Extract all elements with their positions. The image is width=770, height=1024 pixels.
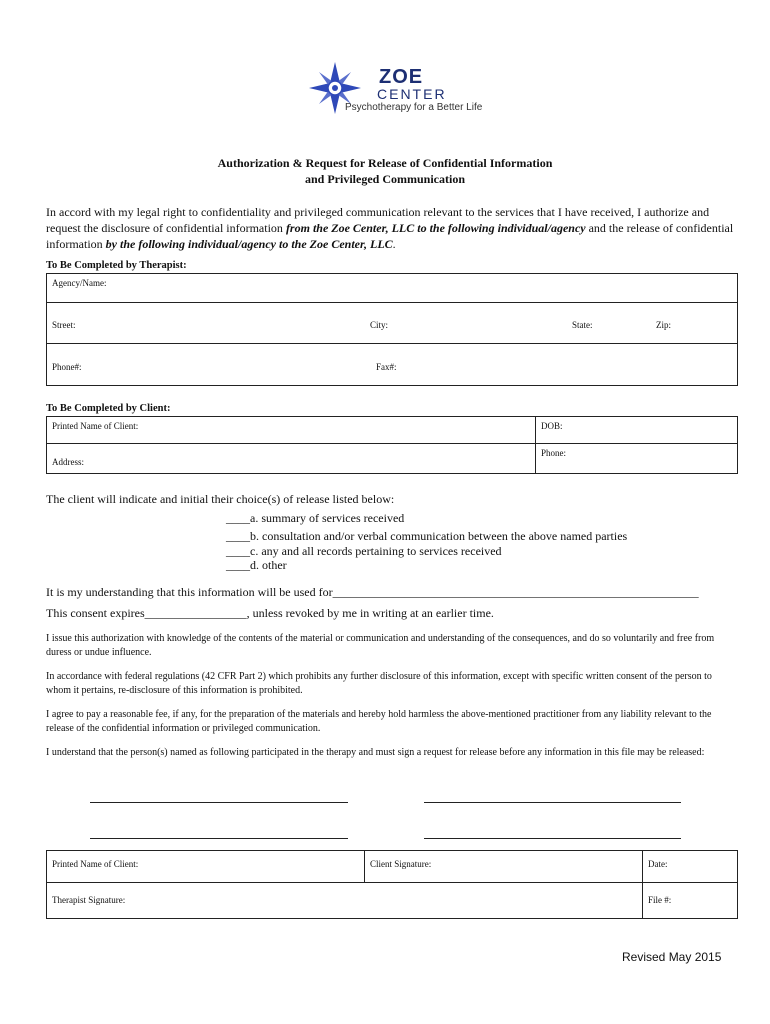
therapist-phone-label: Phone#: (52, 362, 82, 372)
option-c[interactable]: ____c. any and all records pertaining to services received (226, 544, 502, 558)
consent-expires-line[interactable]: This consent expires_________________, unless revoked by me in writing at an earlier time. (46, 606, 494, 620)
participants-paragraph: I understand that the person(s) named as following participated in the therapy and must sign a request for release before any information in this file may be released: (46, 747, 705, 758)
address-row[interactable] (47, 303, 738, 344)
participant-signature-line-4[interactable] (424, 838, 681, 839)
use-line[interactable]: It is my understanding that this information will be used for_____________________________________________________________ (46, 585, 699, 599)
logo-subtitle: CENTER (377, 86, 447, 102)
intro-paragraph (46, 204, 736, 252)
revised-date: Revised May 2015 (622, 950, 722, 964)
option-a[interactable]: ____a. summary of services received (226, 511, 405, 525)
participant-signature-line-1[interactable] (90, 802, 348, 803)
therapist-signature-label: Therapist Signature: (52, 895, 126, 905)
intro-text-2: and the release of confidential information (46, 221, 734, 251)
agency-name-field[interactable] (47, 274, 738, 303)
client-phone-label: Phone: (541, 448, 567, 458)
logo-tagline: Psychotherapy for a Better Life (345, 102, 483, 113)
client-signature-field[interactable] (365, 851, 643, 883)
sig-printed-name-field[interactable] (47, 851, 365, 883)
fee-paragraph: I agree to pay a reasonable fee, if any, for the preparation of the materials and hereby hold harmless the above-mentioned practitioner from any liability relevant to the release of the confidential information or privileged communication. (46, 709, 712, 734)
participant-signature-line-3[interactable] (90, 838, 348, 839)
participant-signature-line-2[interactable] (424, 802, 681, 803)
client-section-heading: To Be Completed by Client: (46, 403, 171, 414)
client-address-label: Address: (52, 457, 84, 467)
file-number-field[interactable] (643, 883, 738, 919)
sig-printed-name-label: Printed Name of Client: (52, 859, 139, 869)
street-label: Street: (52, 320, 76, 330)
title-line-1: Authorization & Request for Release of Confidential Information (217, 156, 553, 170)
client-info-table (46, 416, 738, 474)
client-printed-name-field[interactable] (47, 417, 536, 444)
intro-end: . (392, 237, 396, 251)
signature-table (46, 850, 738, 919)
agency-name-label: Agency/Name: (52, 278, 107, 288)
phone-fax-row[interactable] (47, 344, 738, 386)
logo-name: ZOE (379, 66, 424, 88)
intro-bold-2: by the following individual/agency to the Zoe Center, LLC (105, 237, 393, 251)
title-line-2: and Privileged Communication (304, 172, 465, 186)
state-label: State: (572, 320, 593, 330)
choices-intro: The client will indicate and initial their choice(s) of release listed below: (46, 492, 395, 506)
city-label: City: (370, 320, 389, 330)
client-signature-label: Client Signature: (370, 859, 432, 869)
therapist-section-heading: To Be Completed by Therapist: (46, 260, 187, 271)
option-d[interactable]: ____d. other (226, 558, 287, 572)
file-number-label: File #: (648, 895, 672, 905)
dob-label: DOB: (541, 421, 563, 431)
client-address-field[interactable] (47, 444, 536, 474)
intro-text-1: In accord with my legal right to confidentiality and privileged communication relevant to the services that I have received, I authorize and request the disclosure of confidential information (46, 205, 710, 235)
authorization-paragraph: I issue this authorization with knowledge of the contents of the material or communication and understanding of the consequences, and do so voluntarily and free from duress or undue influence. (46, 633, 715, 658)
date-label: Date: (648, 859, 668, 869)
client-phone-field[interactable] (536, 444, 738, 474)
zip-label: Zip: (656, 320, 671, 330)
date-field[interactable] (643, 851, 738, 883)
dob-field[interactable] (536, 417, 738, 444)
therapist-info-table (46, 273, 738, 386)
zoe-center-logo (305, 60, 483, 120)
federal-regulations-paragraph: In accordance with federal regulations (42 CFR Part 2) which prohibits any further disclosure of this information, except with specific written consent of the person to whom it pertains, re-disclosure of this information is prohibited. (46, 671, 712, 696)
intro-bold-1: from the Zoe Center, LLC to the following individual/agency (285, 221, 586, 235)
client-printed-name-label: Printed Name of Client: (52, 421, 139, 431)
option-b[interactable]: ____b. consultation and/or verbal communication between the above named parties (226, 529, 628, 543)
therapist-signature-field[interactable] (47, 883, 643, 919)
fax-label: Fax#: (376, 362, 397, 372)
